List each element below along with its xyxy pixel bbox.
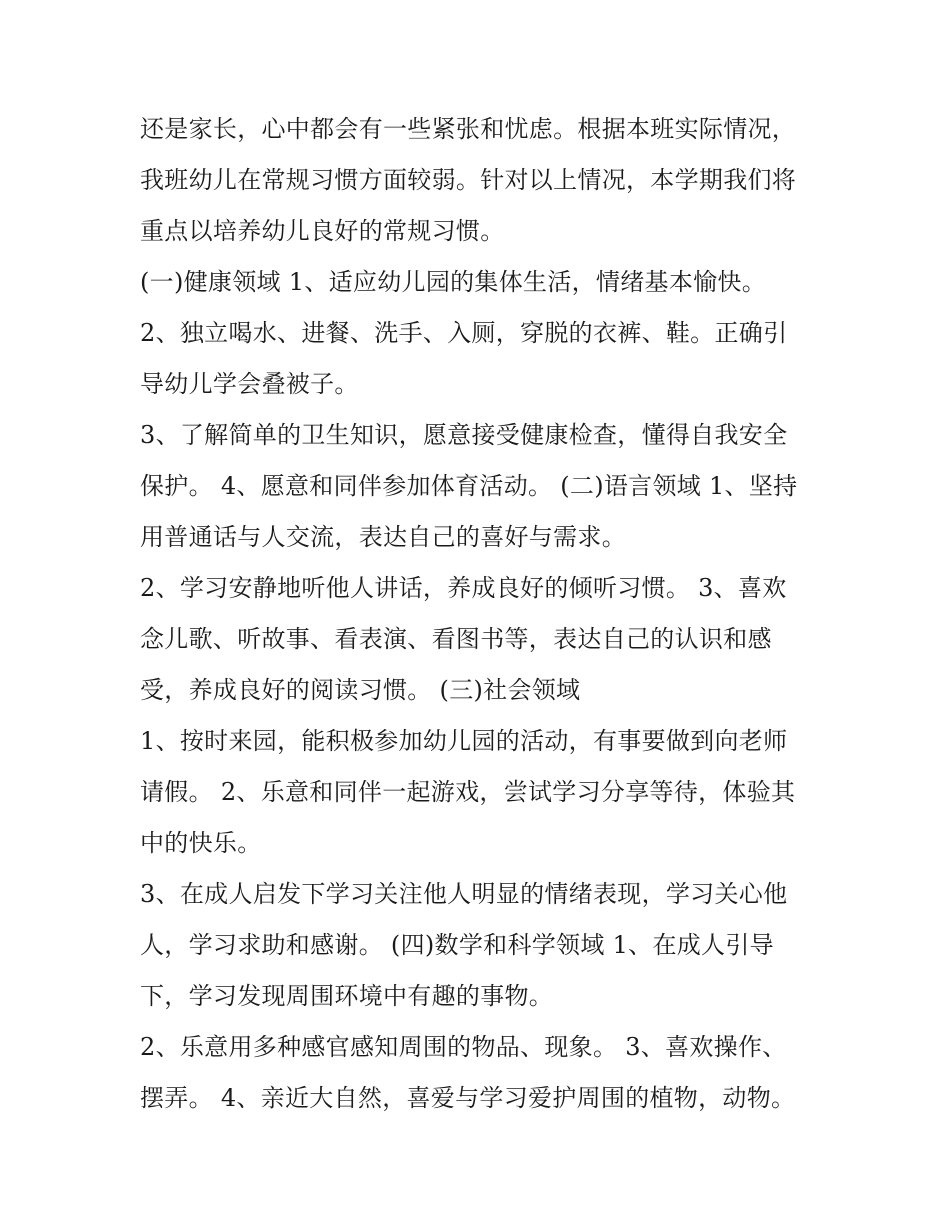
- text-line-5: 2、独立喝水、进餐、洗手、入厕，穿脱的衣裤、鞋。正确引: [140, 319, 788, 347]
- text-line-19: 2、乐意用多种感官感知周围的物品、现象。 3、喜欢操作、: [140, 1033, 787, 1061]
- text-line-3: 重点以培养幼儿良好的常规习惯。: [140, 217, 505, 245]
- text-line-17: 人，学习求助和感谢。 (四)数学和科学领域 1、在成人引导: [140, 931, 774, 959]
- text-line-4: (一)健康领域 1、适应幼儿园的集体生活，情绪基本愉快。: [140, 268, 767, 296]
- text-line-20: 摆弄。 4、亲近大自然，喜爱与学习爱护周围的植物，动物。: [140, 1084, 796, 1112]
- text-line-7: 3、了解简单的卫生知识，愿意接受健康检查，懂得自我安全: [140, 421, 788, 449]
- text-line-13: 1、按时来园，能积极参加幼儿园的活动，有事要做到向老师: [140, 727, 788, 755]
- text-line-10: 2、学习安静地听他人讲话，养成良好的倾听习惯。 3、喜欢: [140, 574, 787, 602]
- text-line-18: 下，学习发现周围环境中有趣的事物。: [140, 982, 554, 1010]
- text-line-11: 念儿歌、听故事、看表演、看图书等，表达自己的认识和感: [140, 625, 772, 653]
- text-line-8: 保护。 4、愿意和同伴参加体育活动。 (二)语言领域 1、坚持: [140, 472, 798, 500]
- text-line-14: 请假。 2、乐意和同伴一起游戏，尝试学习分享等待，体验其: [140, 778, 796, 806]
- text-line-16: 3、在成人启发下学习关注他人明显的情绪表现，学习关心他: [140, 880, 788, 908]
- text-line-15: 中的快乐。: [140, 829, 262, 857]
- text-line-9: 用普通话与人交流，表达自己的喜好与需求。: [140, 523, 626, 551]
- text-line-2: 我班幼儿在常规习惯方面较弱。针对以上情况，本学期我们将: [140, 166, 797, 194]
- body-text: [140, 104, 840, 1124]
- text-line-1: 还是家长，心中都会有一些紧张和忧虑。根据本班实际情况，: [140, 115, 797, 143]
- text-line-6: 导幼儿学会叠被子。: [140, 370, 359, 398]
- text-line-12: 受，养成良好的阅读习惯。 (三)社会领域: [140, 676, 581, 704]
